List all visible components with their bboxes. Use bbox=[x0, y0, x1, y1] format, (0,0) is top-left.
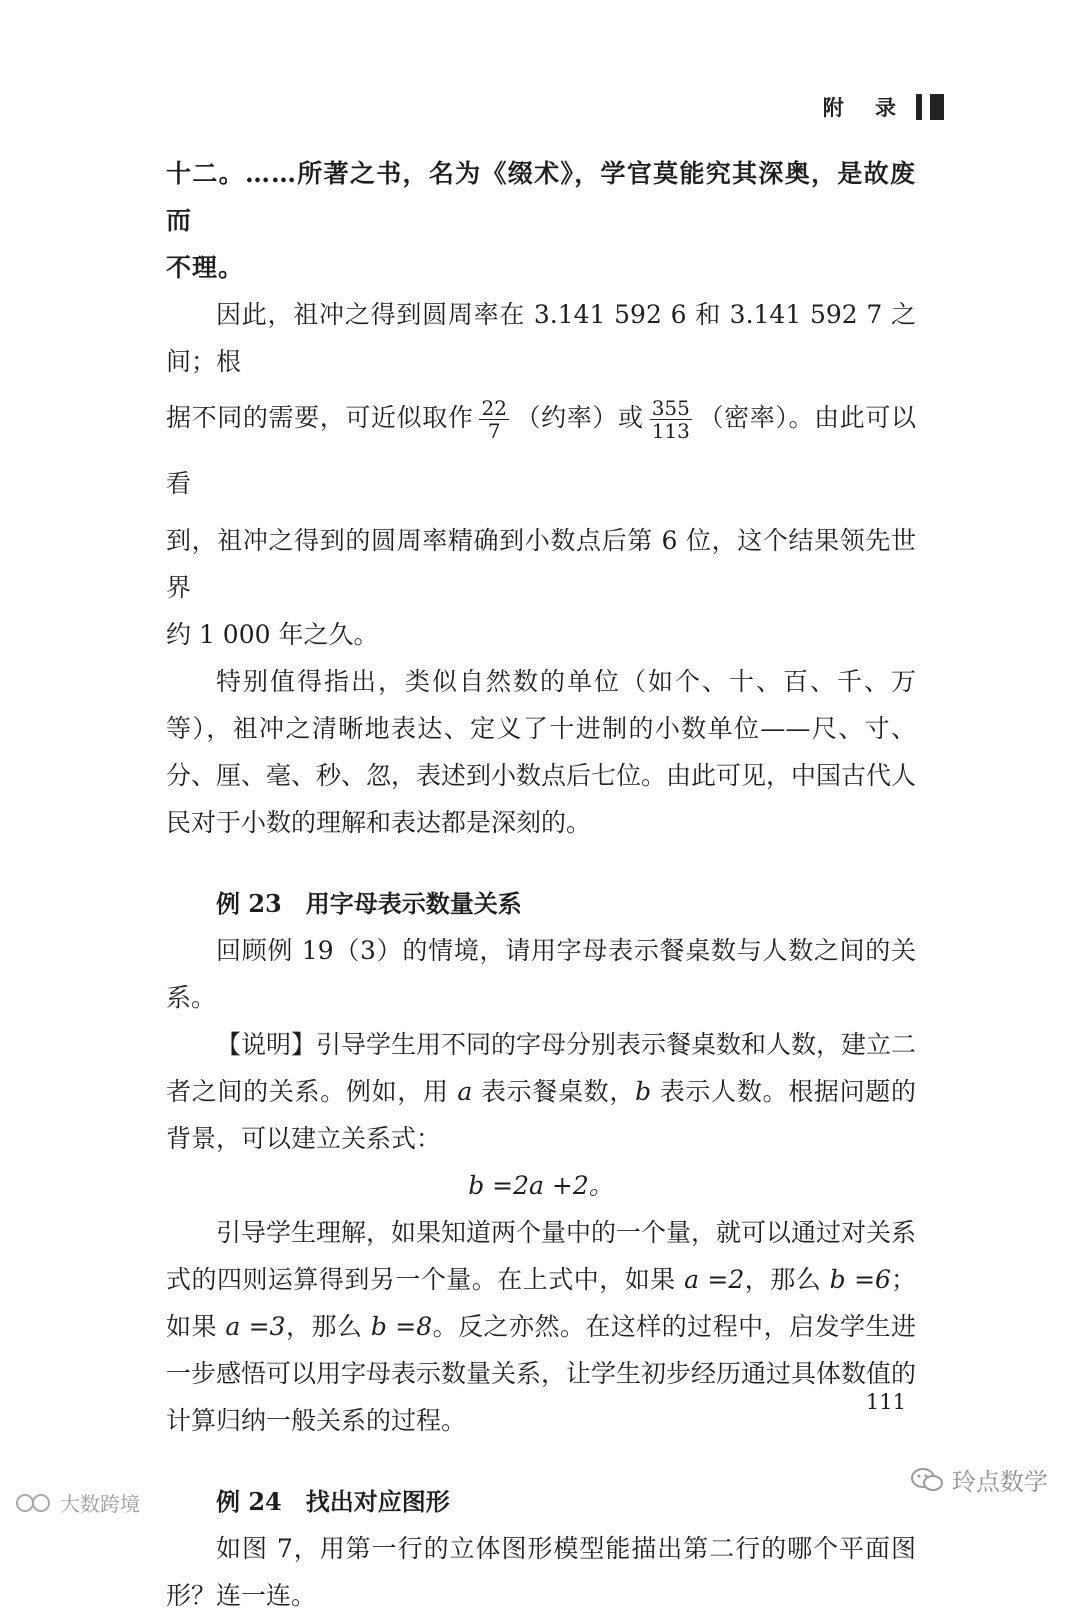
example-23-note bbox=[166, 1021, 916, 1162]
text-segment: ，那么 bbox=[744, 1265, 822, 1294]
equation: b =6 bbox=[829, 1265, 891, 1294]
fraction-yuelu bbox=[479, 397, 508, 442]
example-23-task: 回顾例 19（3）的情境，请用字母表示餐桌数与人数之间的关系。 bbox=[166, 936, 916, 1012]
watermark-left-text: 大数跨境 bbox=[60, 1492, 140, 1516]
fraction-numerator: 22 bbox=[481, 396, 507, 420]
page-body bbox=[166, 150, 916, 1619]
example-number: 例 24 bbox=[216, 1487, 282, 1516]
running-header bbox=[823, 92, 944, 122]
spacer bbox=[166, 846, 916, 880]
equation: a =3 bbox=[225, 1312, 286, 1341]
quote-line-1: 十二。……所著之书，名为《缀术》，学官莫能究其深奥，是故废而 bbox=[166, 159, 916, 235]
page-number: 111 bbox=[865, 1390, 906, 1414]
text-segment: 【说明】引导学生用不同的字母分别表示餐桌数和人数，建立二者之间的关系。例如，用 bbox=[166, 1030, 917, 1106]
variable-b: b bbox=[635, 1077, 652, 1106]
example-23-followup bbox=[166, 1209, 916, 1444]
spacer bbox=[166, 1444, 916, 1478]
header-bar-thin bbox=[916, 94, 922, 120]
fraction-milu bbox=[650, 397, 692, 442]
brand-logo-icon bbox=[14, 1492, 54, 1514]
fraction-numerator: 355 bbox=[651, 396, 690, 420]
example-24-heading bbox=[166, 1478, 916, 1525]
example-title: 用字母表示数量关系 bbox=[305, 889, 522, 918]
relation-formula: b =2a +2。 bbox=[468, 1171, 614, 1200]
paragraph-pi-3: 到，祖冲之得到的圆周率精确到小数点后第 6 位，这个结果领先世界 bbox=[166, 526, 916, 602]
text-segment: 。反之亦然。在这样的过程中，启发学生进一步感悟可以用字母表示数量关系，让学生初步经历通过具体数值的计算归纳一般关系的过程。 bbox=[166, 1312, 917, 1435]
text-segment: 据不同的需要，可近似取作 bbox=[166, 403, 474, 432]
example-number: 例 23 bbox=[216, 889, 282, 918]
text-segment: ，那么 bbox=[285, 1312, 363, 1341]
example-title: 找出对应图形 bbox=[305, 1487, 450, 1516]
text-segment: （约率）或 bbox=[514, 403, 644, 432]
paragraph-pi-1: 因此，祖冲之得到圆周率在 3.141 592 6 和 3.141 592 7 之间；根 bbox=[166, 300, 916, 376]
watermark-left bbox=[14, 1488, 140, 1517]
example-24-task: 如图 7，用第一行的立体图形模型能描出第二行的哪个平面图形？连一连。 bbox=[166, 1534, 916, 1610]
equation: a =2 bbox=[684, 1265, 745, 1294]
text-segment: （密率）。由此可以看 bbox=[166, 403, 916, 498]
text-segment: 引导学生理解，如果知道两个量中的一个量，就可以通过对关系式的四则运算得到另一个量。在上式中，如果 bbox=[166, 1218, 917, 1294]
wechat-icon bbox=[910, 1466, 944, 1494]
fraction-denominator: 7 bbox=[487, 419, 501, 443]
equation: b =8 bbox=[370, 1312, 433, 1341]
text-segment: ；如果 bbox=[166, 1265, 916, 1341]
quote-line-2: 不理。 bbox=[166, 253, 245, 282]
paragraph-pi-2 bbox=[166, 385, 916, 517]
example-23-heading bbox=[166, 880, 916, 927]
paragraph-decimal-units: 特别值得指出，类似自然数的单位（如个、十、百、千、万等），祖冲之清晰地表达、定义了十进制的小数单位——尺、寸、分、厘、毫、秒、忽，表述到小数点后七位。由此可见，中国古代人民对于小数的理解和表达都是深刻的。 bbox=[166, 667, 917, 837]
watermark-right bbox=[910, 1462, 1048, 1497]
text-segment: 表示餐桌数， bbox=[480, 1077, 636, 1106]
header-bar-thick bbox=[930, 94, 944, 120]
fraction-denominator: 113 bbox=[651, 419, 690, 443]
variable-a: a bbox=[457, 1077, 473, 1106]
paragraph-pi-4: 约 1 000 年之久。 bbox=[166, 620, 379, 649]
watermark-right-text: 玲点数学 bbox=[952, 1468, 1048, 1496]
header-title: 附 录 bbox=[822, 95, 908, 120]
text-segment: 表示人数。根据问题的背景，可以建立关系式： bbox=[166, 1077, 916, 1153]
